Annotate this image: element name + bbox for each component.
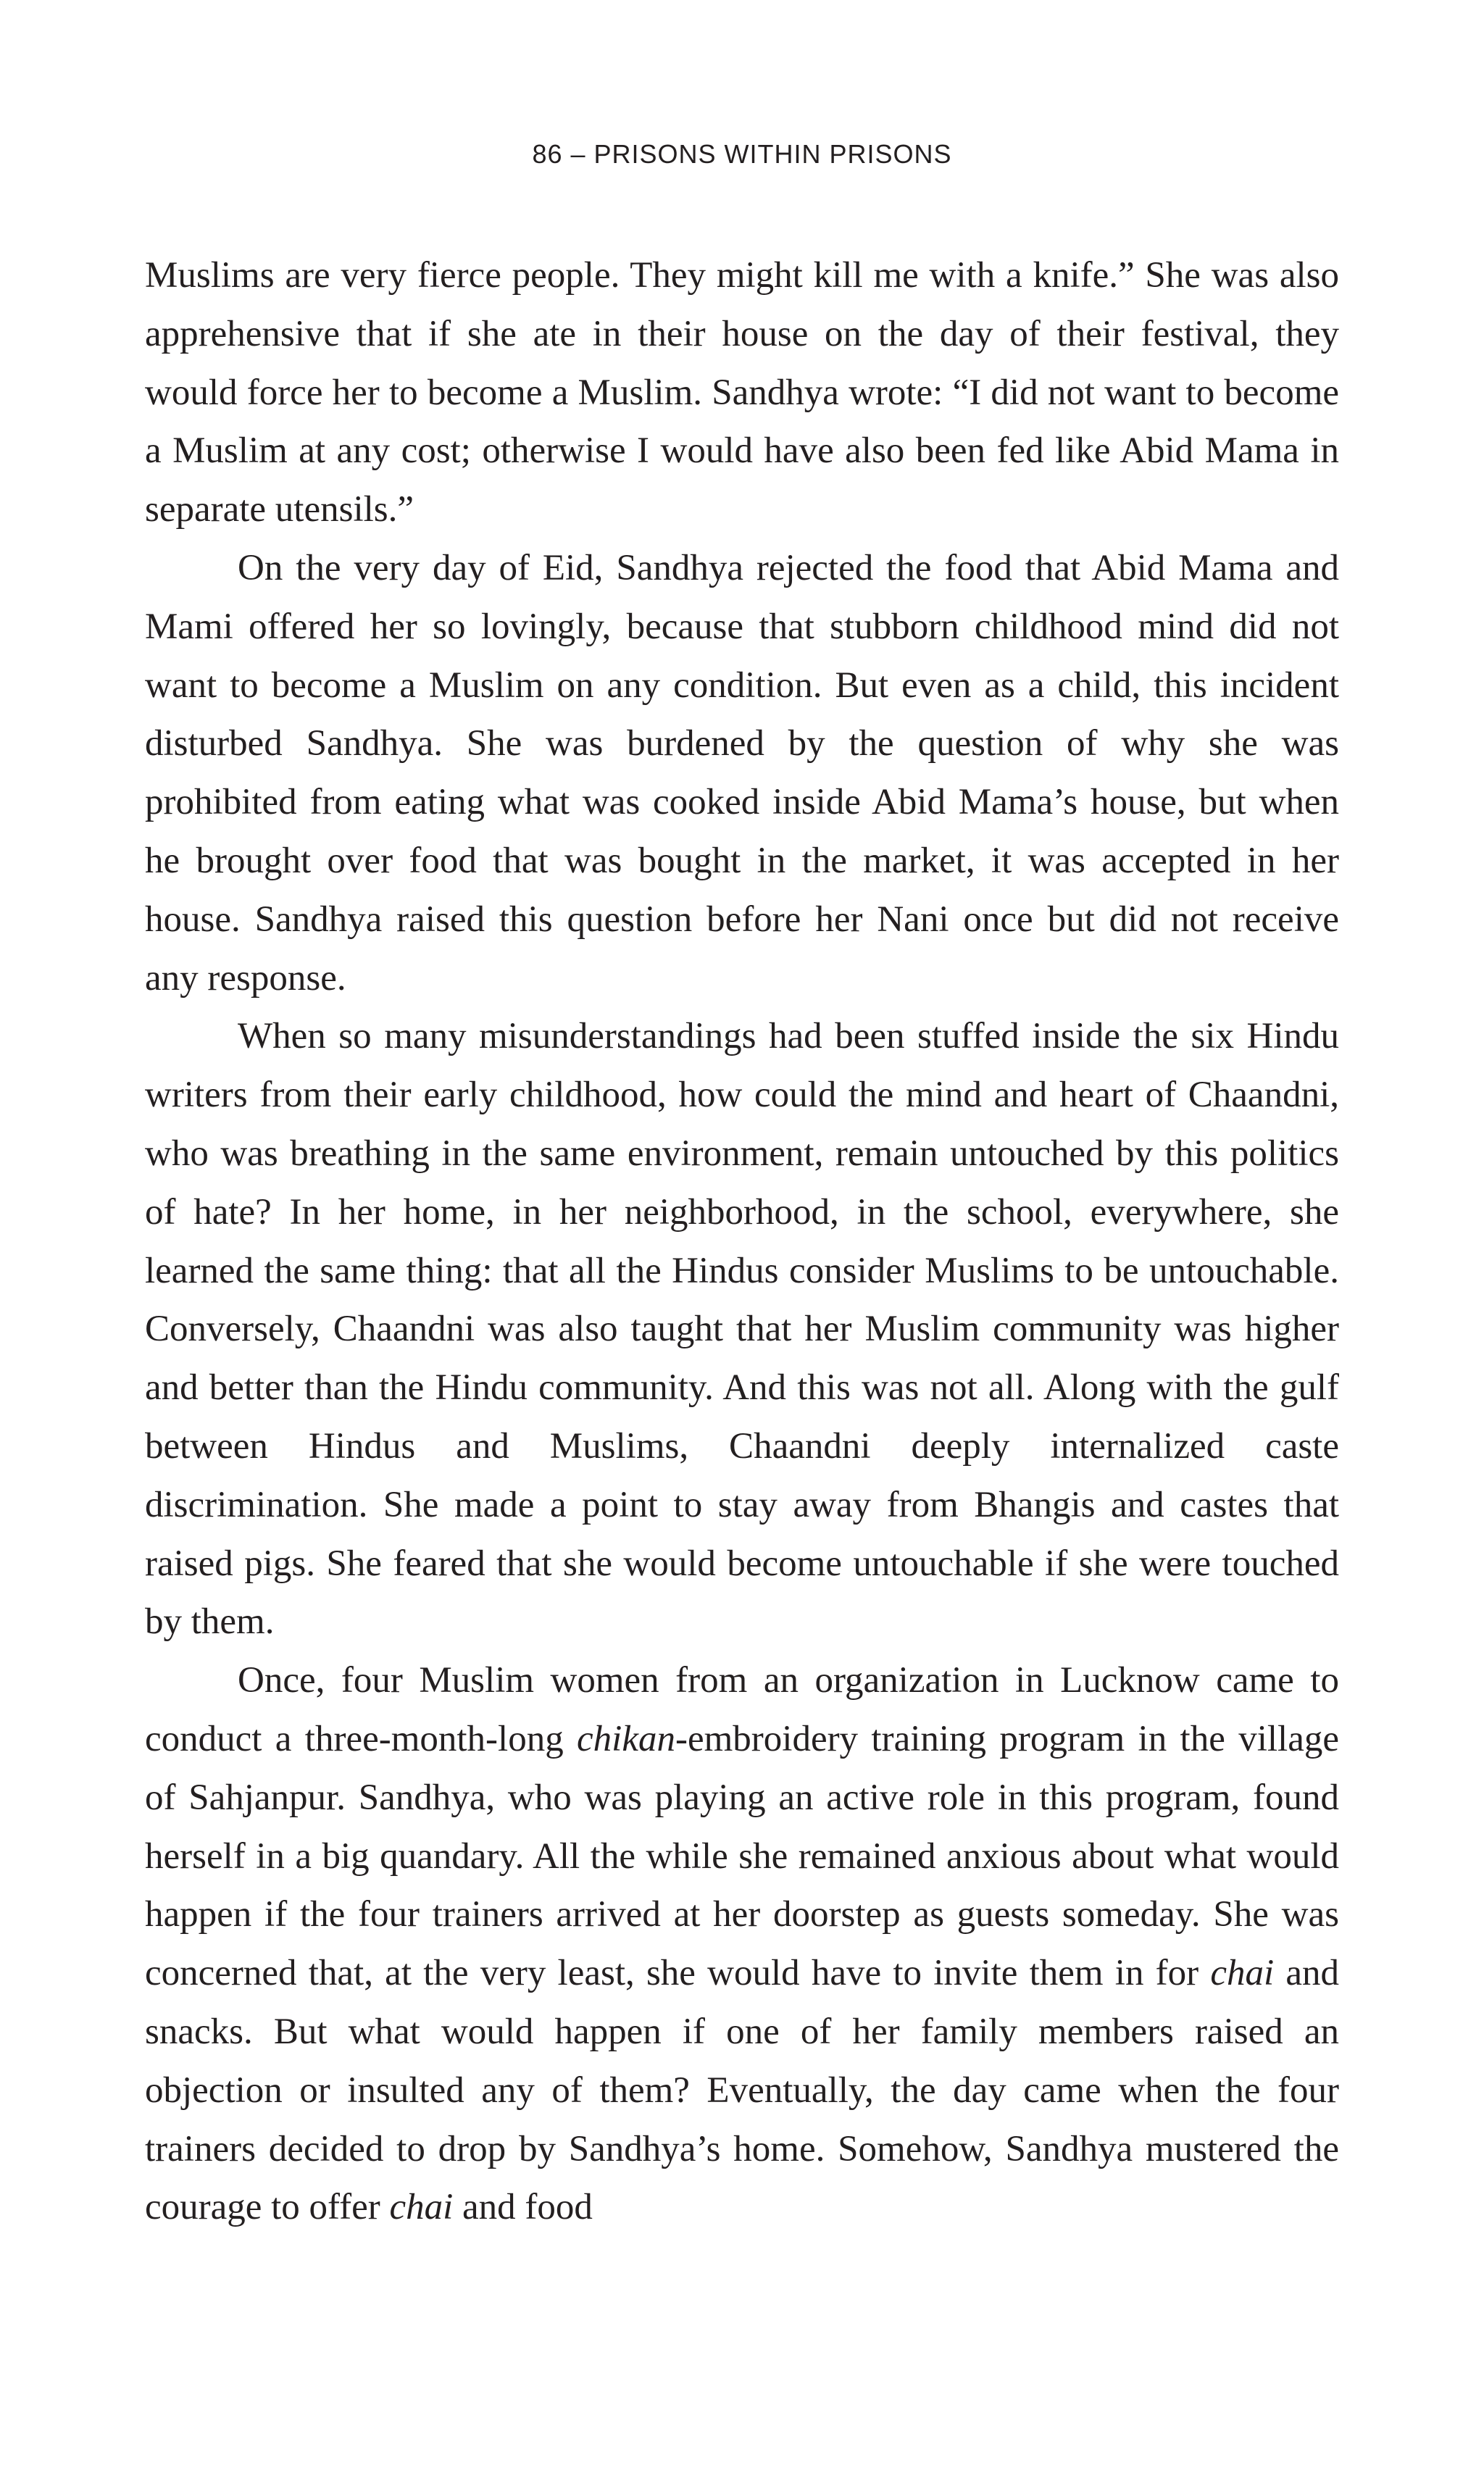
paragraph-4-segment-2: -embroidery training program in the village of Sahjanpur. Sandhya, who was playing an active role in this program, found herself in a big quandary. All the while she remained anxious about what would happen if the four trainers arrived at her doorstep as guests someday. She was concerned that, at the very least, she would have to invite them in for [145,1718,1339,1994]
running-head: 86 – PRISONS WITHIN PRISONS [532,139,952,169]
paragraph-3: When so many misunderstandings had been stuffed inside the six Hindu writers from their early childhood, how could the mind and heart of Chaandni, who was breathing in the same environment, remain untouched by this politics of hate? In her home, in her neighborhood, in the school, everywhere, she learned the same thing: that all the Hindus consider Muslims to be untouchable. Conversely, Chaandni was also taught that her Muslim community was higher and better than the Hindu community. And this was not all. Along with the gulf between Hindus and Muslims, Chaandni deeply internalized caste discrimination. She made a point to stay away from Bhangis and castes that raised pigs. She feared that she would become untouchable if she were touched by them. [145,1016,1339,1643]
italic-term-chai-2: chai [389,2187,454,2228]
paragraph-1: Muslims are very fierce people. They might kill me with a knife.” She was also apprehensive that if she ate in their house on the day of their festival, they would force her to become a Muslim. Sandhya wrote: “I did not want to become a Muslim at any cost; otherwise I would have also been fed like Abid Mama in separate utensils.” [145,255,1339,530]
paragraph-4-segment-4: and food [453,2187,593,2228]
italic-term-chai: chai [1210,1953,1275,1994]
paragraph-4 [145,1651,1339,2237]
paragraph-4-segment-3: and snacks. But what would happen if one of her family members raised an objection or insulted any of them? Eventually, the day came when the four trainers decided to drop by Sandhya’s home. Somehow, Sandhya mustered the courage to offer [145,1953,1340,2228]
body-text [145,246,1339,2237]
paragraph-4-segment-1: Once, four Muslim women from an organization in Lucknow came to conduct a three-month-long [145,1660,1339,1759]
italic-term-chikan: chikan [577,1718,675,1759]
paragraph-2: On the very day of Eid, Sandhya rejected the food that Abid Mama and Mami offered her so lovingly, because that stubborn childhood mind did not want to become a Muslim on any condition. But even as a child, this incident disturbed Sandhya. She was burdened by the question of why she was prohibited from eating what was cooked inside Abid Mama’s house, but when he brought over food that was bought in the market, it was accepted in her house. Sandhya raised this question before her Nani once but did not receive any response. [145,547,1339,998]
